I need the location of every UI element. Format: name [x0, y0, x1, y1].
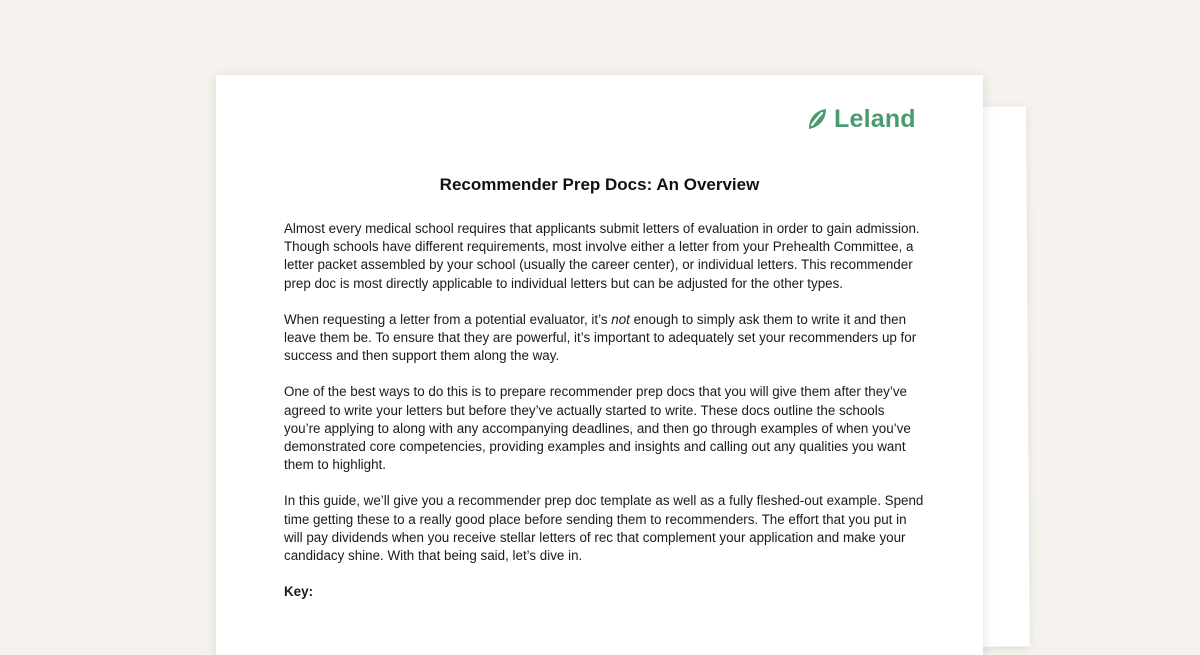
document-title: Recommender Prep Docs: An Overview	[439, 175, 760, 194]
document-body	[284, 220, 924, 619]
paragraph-requesting-end: enough to simply ask them to write it and then leave them be. To ensure that they are powerful, it’s important to adequately set your recommenders up for success and then support them along the way.	[284, 311, 917, 364]
paragraph-requesting-start: When requesting a letter from a potential evaluator, it’s	[284, 311, 612, 327]
logo-wordmark: Leland	[834, 105, 916, 133]
leland-logo	[806, 105, 916, 133]
leaf-icon	[806, 107, 828, 131]
paragraph-guide: In this guide, we’ll give you a recommender prep doc template as well as a fully fleshed-out example. Spend time getting these to a really good place before sending them to recommenders. The effort that you put in will pay dividends when you receive stellar letters of rec that complement your application and make your candidacy shine. With that being said, let’s dive in.	[284, 493, 924, 564]
document-page	[216, 75, 983, 655]
key-label: Key:	[284, 584, 314, 600]
paragraph-intro: Almost every medical school requires that applicants submit letters of evaluation in order to gain admission. Though schools have different requirements, most involve either a letter from your Prehealth Committee, a letter packet assembled by your school (usually the career center), or individual letters. This recommender prep doc is most directly applicable to individual letters but can be adjusted for the other types.	[284, 221, 920, 291]
paragraph-requesting	[284, 311, 924, 366]
paragraph-prep-docs: One of the best ways to do this is to prepare recommender prep docs that you will give them after they’ve agreed to write your letters but before they’ve actually started to write. These docs outline the schools you’re applying to along with any accompanying deadlines, and then go through examples of when you’ve demonstrated core competencies, providing examples and insights and calling out any qualities you want them to highlight.	[284, 384, 911, 473]
emphasis-not: not	[611, 311, 630, 327]
